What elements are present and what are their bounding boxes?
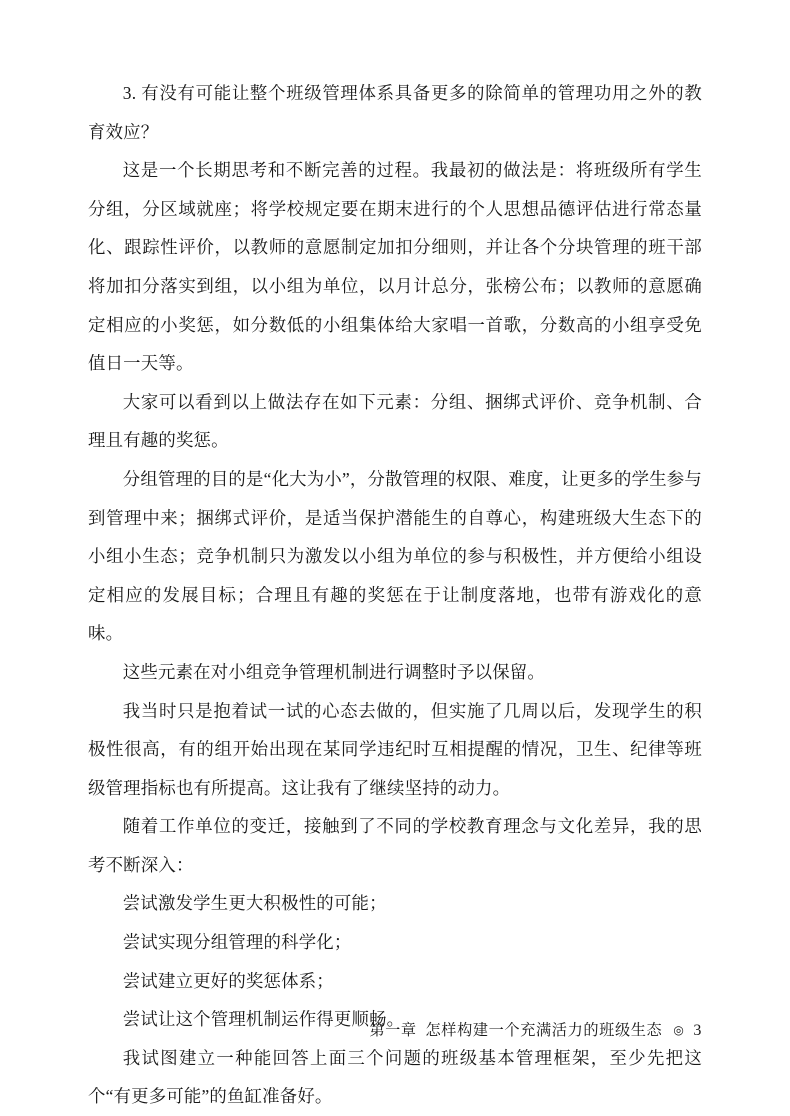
paragraph-attempt-4: 尝试让这个管理机制运作得更顺畅。: [122, 1009, 405, 1030]
paragraph-conclusion: 我试图建立一种能回答上面三个问题的班级基本管理框架，至少先把这个“有更多可能”的鱼缸准备好。: [88, 1047, 702, 1107]
paragraph-question-3: 3. 有没有可能让整个班级管理体系具备更多的除简单的管理功用之外的教育效应？: [88, 83, 702, 142]
paragraph-attempt-2: 尝试实现分组管理的科学化；: [122, 932, 352, 953]
paragraph-elements: 大家可以看到以上做法存在如下元素：分组、捆绑式评价、竞争机制、合理且有趣的奖惩。: [88, 391, 702, 451]
footer-chapter-title: 第一章 怎样构建一个充满活力的班级生态: [369, 1022, 663, 1039]
page-footer: [88, 1019, 702, 1040]
page-number: 3: [693, 1022, 702, 1039]
paragraph-attempt-1: 尝试激发学生更大积极性的可能；: [122, 893, 387, 914]
diamond-icon: ◎: [673, 1023, 685, 1037]
paragraph-attempt-3: 尝试建立更好的奖惩体系；: [122, 970, 334, 991]
page-body: [88, 74, 702, 1116]
paragraph-transition: 随着工作单位的变迁，接触到了不同的学校教育理念与文化差异，我的思考不断深入：: [88, 816, 702, 875]
paragraph-explanation: 分组管理的目的是“化大为小”，分散管理的权限、难度，让更多的学生参与到管理中来；捆绑式评价，是适当保护潜能生的自尊心，构建班级大生态下的小组小生态；竞争机制只为激发以小组为单位的参与积极性，并方便给小组设定相应的发展目标；合理且有趣的奖惩在于让制度落地，也带有游戏化的意味。: [88, 468, 702, 644]
paragraph-process: 这是一个长期思考和不断完善的过程。我最初的做法是：将班级所有学生分组，分区域就座；将学校规定要在期末进行的个人思想品德评估进行常态量化、跟踪性评价，以教师的意愿制定加扣分细则，并让各个分块管理的班干部将加扣分落实到组，以小组为单位，以月计总分，张榜公布；以教师的意愿确定相应的小奖惩，如分数低的小组集体给大家唱一首歌，分数高的小组享受免值日一天等。: [88, 160, 702, 374]
paragraph-trial: 我当时只是抱着试一试的心态去做的，但实施了几周以后，发现学生的积极性很高，有的组开始出现在某同学违纪时互相提醒的情况，卫生、纪律等班级管理指标也有所提高。这让我有了继续坚持的动力。: [88, 700, 702, 798]
paragraph-retention: 这些元素在对小组竞争管理机制进行调整时予以保留。: [122, 661, 545, 682]
